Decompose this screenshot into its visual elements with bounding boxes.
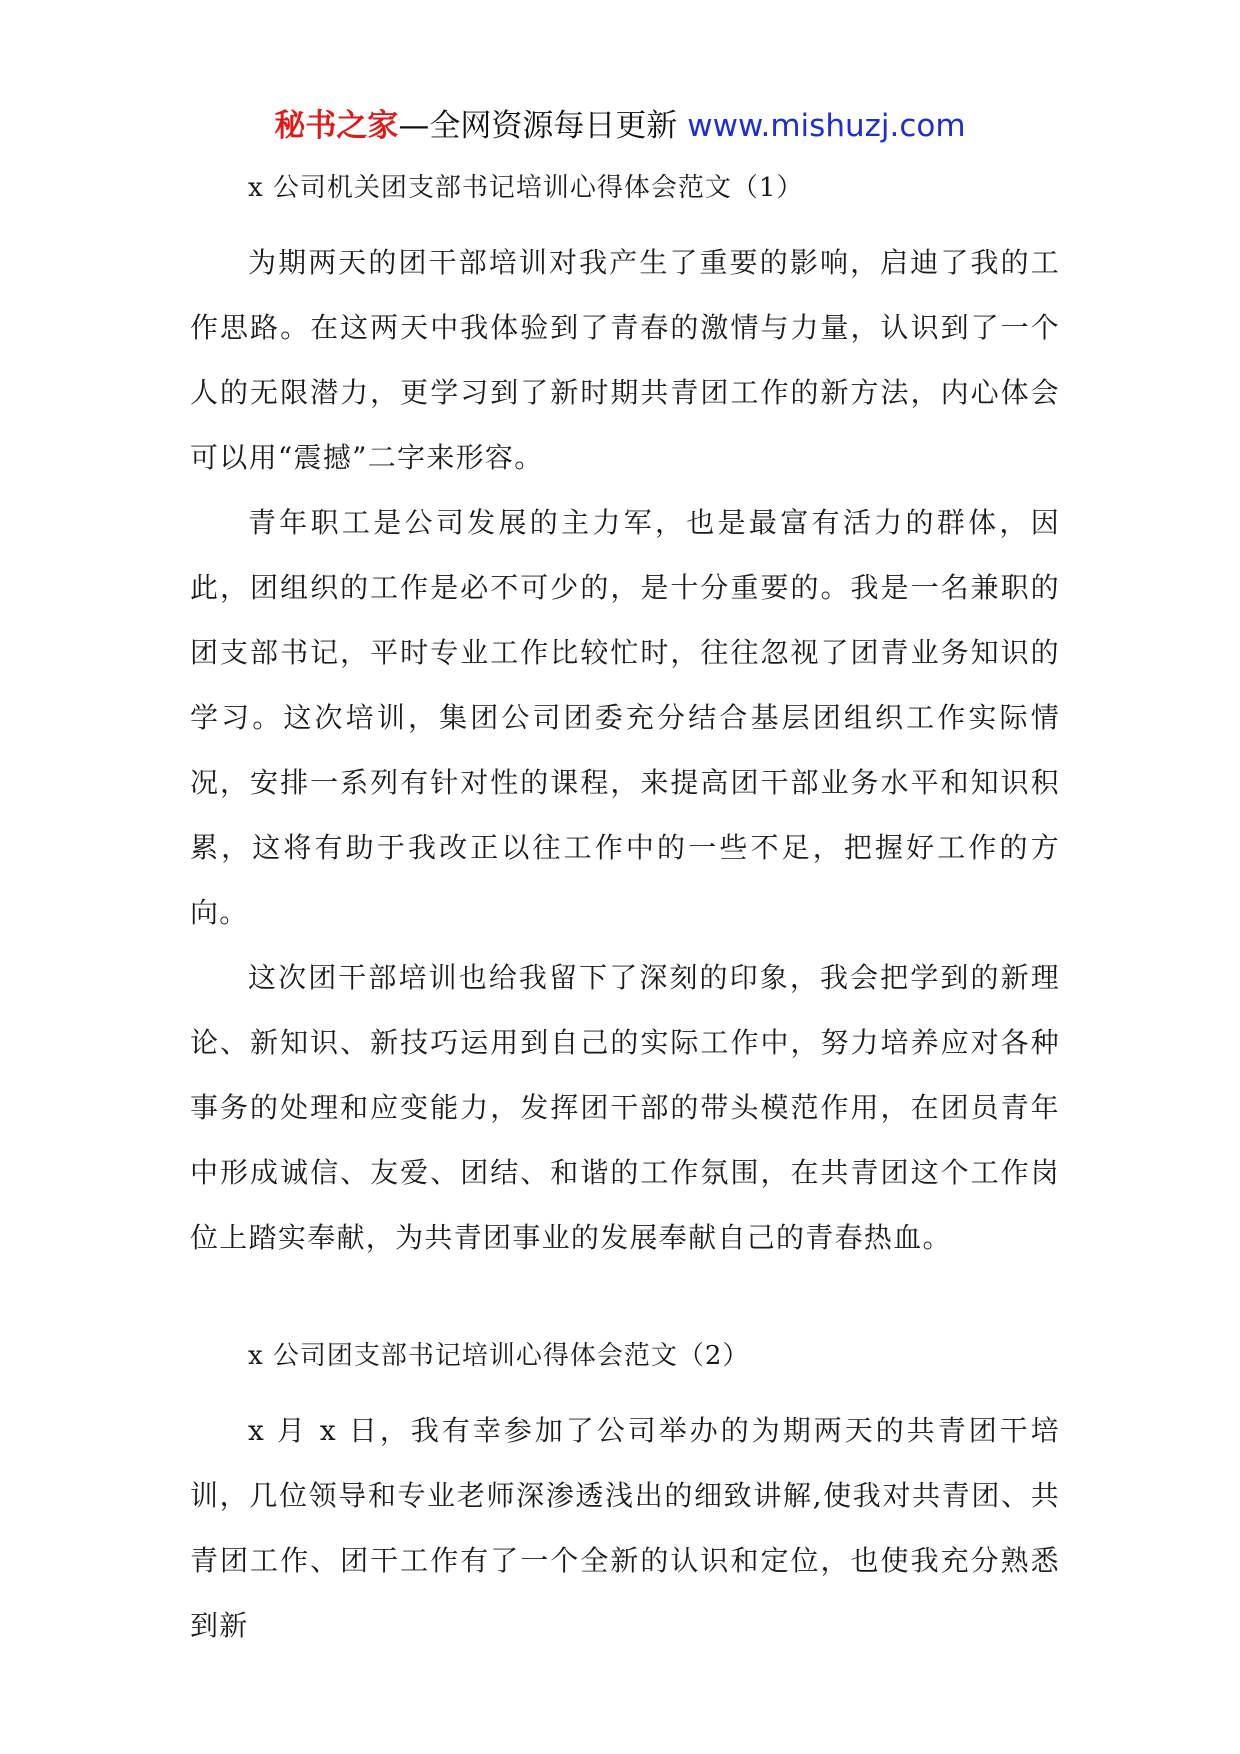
article-2-title: x 公司团支部书记培训心得体会范文（2） (248, 1341, 750, 1371)
site-header (0, 104, 1240, 148)
site-brand: 秘书之家 (274, 108, 399, 144)
header-dash: — (398, 108, 430, 144)
document-body (190, 168, 1060, 1658)
article-1-paragraph-1: 为期两天的团干部培训对我产生了重要的影响，启迪了我的工作思路。在这两天中我体验到了青春的激情与力量，认识到了一个人的无限潜力，更学习到了新时期共青团工作的新方法，内心体会可以用“震撼”二字来形容。 (190, 246, 1060, 474)
article-1-title: x 公司机关团支部书记培训心得体会范文（1） (248, 173, 804, 203)
article-2-paragraph-1: x 月 x 日，我有幸参加了公司举办的为期两天的共青团干培训，几位领导和专业老师深渗透浅出的细致讲解,使我对共青团、共青团工作、团干工作有了一个全新的认识和定位，也使我充分熟悉到新 (190, 1414, 1060, 1642)
site-slogan: 全网资源每日更新 (429, 108, 688, 144)
section-gap (190, 1270, 1060, 1336)
article-1-paragraph-2: 青年职工是公司发展的主力军，也是最富有活力的群体，因此，团组织的工作是必不可少的，是十分重要的。我是一名兼职的团支部书记，平时专业工作比较忙时，往往忽视了团青业务知识的学习。这次培训，集团公司团委充分结合基层团组织工作实际情况，安排一系列有针对性的课程，来提高团干部业务水平和知识积累，这将有助于我改正以往工作中的一些不足，把握好工作的方向。 (190, 506, 1060, 929)
site-url-link[interactable]: www.mishuzj.com (687, 108, 966, 144)
article-1-paragraph-3: 这次团干部培训也给我留下了深刻的印象，我会把学到的新理论、新知识、新技巧运用到自己的实际工作中，努力培养应对各种事务的处理和应变能力，发挥团干部的带头模范作用，在团员青年中形成诚信、友爱、团结、和谐的工作氛围，在共青团这个工作岗位上踏实奉献，为共青团事业的发展奉献自己的青春热血。 (190, 961, 1060, 1254)
